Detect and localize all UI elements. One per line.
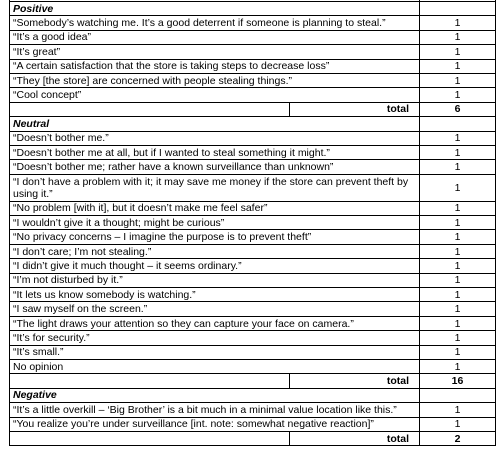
response-count: 1 (420, 174, 496, 201)
response-count: 1 (420, 331, 496, 345)
table-row (10, 316, 496, 330)
response-count: 1 (420, 45, 496, 59)
table-row (10, 403, 496, 417)
responses-table (9, 0, 496, 446)
response-quote: “I didn’t give it much thought – it seems ordinary.” (10, 259, 420, 273)
table-row (10, 244, 496, 258)
table-row (10, 16, 496, 30)
response-quote: “It’s a good idea” (10, 30, 420, 44)
response-count: 1 (420, 359, 496, 373)
table-row (10, 160, 496, 174)
total-spacer (10, 102, 290, 116)
response-quote: “Somebody’s watching me. It’s a good deterrent if someone is planning to steal.” (10, 16, 420, 30)
table-row (10, 273, 496, 287)
section-total-row-negative (10, 431, 496, 445)
table-row (10, 45, 496, 59)
response-quote: “You realize you’re under surveillance [int. note: somewhat negative reaction]” (10, 417, 420, 431)
table-row (10, 201, 496, 215)
response-count: 1 (420, 145, 496, 159)
response-count: 1 (420, 88, 496, 102)
response-count: 1 (420, 230, 496, 244)
response-count: 1 (420, 345, 496, 359)
response-quote: “It’s for security.” (10, 331, 420, 345)
total-value: 6 (420, 102, 496, 116)
table-row (10, 88, 496, 102)
response-quote: “It lets us know somebody is watching.” (10, 288, 420, 302)
table-row (10, 30, 496, 44)
response-count: 1 (420, 59, 496, 73)
total-value: 16 (420, 374, 496, 388)
response-quote: “It’s a little overkill – ‘Big Brother’ is a bit much in a minimal value location like this.” (10, 403, 420, 417)
response-quote: “The light draws your attention so they can capture your face on camera.” (10, 316, 420, 330)
response-count: 1 (420, 417, 496, 431)
response-quote: “No problem [with it], but it doesn’t make me feel safer” (10, 201, 420, 215)
table-row (10, 359, 496, 373)
total-label: total (290, 102, 420, 116)
section-total-row-positive (10, 102, 496, 116)
response-quote: “I’m not disturbed by it.” (10, 273, 420, 287)
response-count: 1 (420, 403, 496, 417)
response-count: 1 (420, 131, 496, 145)
response-quote: “A certain satisfaction that the store is taking steps to decrease loss” (10, 59, 420, 73)
table-row (10, 59, 496, 73)
response-count: 1 (420, 316, 496, 330)
response-quote: “Cool concept” (10, 88, 420, 102)
response-count: 1 (420, 302, 496, 316)
response-count: 1 (420, 216, 496, 230)
section-heading-count-cell (420, 117, 496, 131)
response-count: 1 (420, 244, 496, 258)
response-count: 1 (420, 30, 496, 44)
response-count: 1 (420, 201, 496, 215)
section-title-negative: Negative (10, 388, 420, 402)
section-title-positive: Positive (10, 2, 420, 16)
table-row (10, 73, 496, 87)
response-count: 1 (420, 259, 496, 273)
total-label: total (290, 374, 420, 388)
total-spacer (10, 431, 290, 445)
response-count: 1 (420, 16, 496, 30)
table-row (10, 216, 496, 230)
response-quote: “I saw myself on the screen.” (10, 302, 420, 316)
section-title-neutral: Neutral (10, 117, 420, 131)
total-value: 2 (420, 431, 496, 445)
response-quote: “I don’t have a problem with it; it may save me money if the store can prevent theft by using it.” (10, 174, 420, 201)
response-quote: “I don’t care; I’m not stealing.” (10, 244, 420, 258)
response-count: 1 (420, 273, 496, 287)
responses-table-body (10, 0, 496, 446)
table-row (10, 131, 496, 145)
response-quote: “Doesn’t bother me; rather have a known surveillance than unknown” (10, 160, 420, 174)
total-spacer (10, 374, 290, 388)
response-count: 1 (420, 288, 496, 302)
section-heading-positive (10, 2, 496, 16)
table-row (10, 417, 496, 431)
response-count: 1 (420, 160, 496, 174)
total-label: total (290, 431, 420, 445)
response-quote: “Doesn’t bother me at all, but if I wanted to steal something it might.” (10, 145, 420, 159)
table-row (10, 345, 496, 359)
section-heading-neutral (10, 117, 496, 131)
table-row (10, 302, 496, 316)
section-total-row-neutral (10, 374, 496, 388)
table-row (10, 331, 496, 345)
response-quote: “No privacy concerns – I imagine the purpose is to prevent theft” (10, 230, 420, 244)
section-heading-count-cell (420, 2, 496, 16)
section-heading-negative (10, 388, 496, 402)
response-quote: “I wouldn’t give it a thought; might be curious” (10, 216, 420, 230)
table-row (10, 145, 496, 159)
response-quote: “They [the store] are concerned with people stealing things.” (10, 73, 420, 87)
table-row (10, 259, 496, 273)
response-quote: “It’s small.” (10, 345, 420, 359)
table-row (10, 288, 496, 302)
table-row (10, 174, 496, 201)
response-quote: No opinion (10, 359, 420, 373)
response-count: 1 (420, 73, 496, 87)
response-quote: “It’s great” (10, 45, 420, 59)
table-row (10, 230, 496, 244)
response-quote: “Doesn’t bother me.” (10, 131, 420, 145)
section-heading-count-cell (420, 388, 496, 402)
